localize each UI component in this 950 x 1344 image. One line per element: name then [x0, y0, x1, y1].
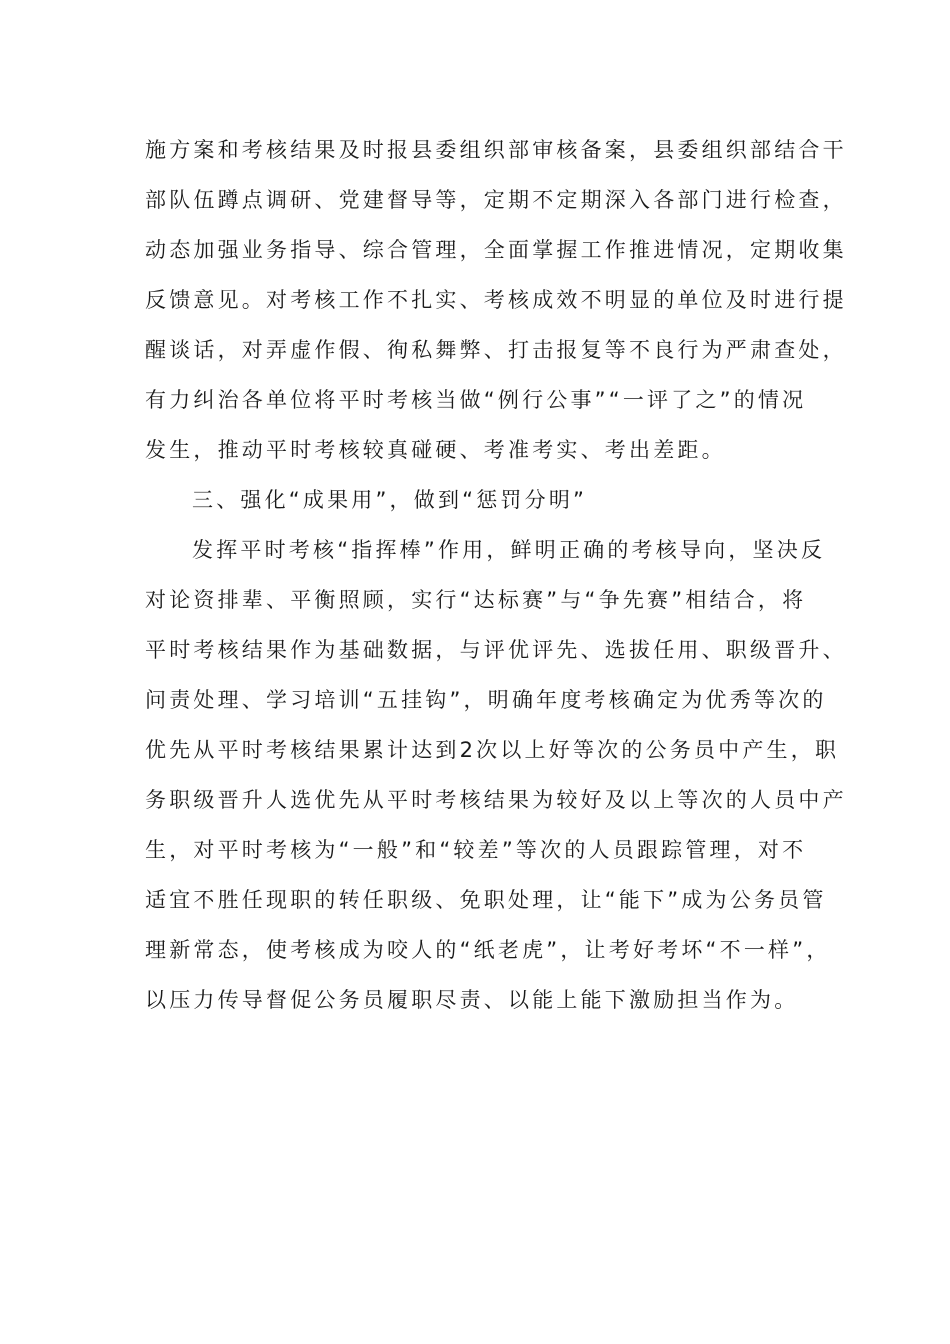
- body-text-line: 部队伍蹲点调研、党建督导等，定期不定期深入各部门进行检查，: [145, 188, 847, 212]
- body-text-line: 有力纠治各单位将平时考核当做“例行公事”“一评了之”的情况: [145, 388, 807, 412]
- body-text-line: 以压力传导督促公务员履职尽责、以能上能下激励担当作为。: [145, 988, 799, 1012]
- body-text-line: 施方案和考核结果及时报县委组织部审核备案，县委组织部结合干: [145, 138, 847, 162]
- body-text-line: 反馈意见。对考核工作不扎实、考核成效不明显的单位及时进行提: [145, 288, 847, 312]
- body-text-line: 理新常态，使考核成为咬人的“纸老虎”，让考好考坏“不一样”，: [145, 938, 831, 962]
- body-text-line: 发挥平时考核“指挥棒”作用，鲜明正确的考核导向，坚决反: [192, 538, 826, 562]
- body-text-line: 优先从平时考核结果累计达到2次以上好等次的公务员中产生，职: [145, 738, 840, 762]
- body-text-line: 问责处理、学习培训“五挂钩”，明确年度考核确定为优秀等次的: [145, 688, 827, 712]
- body-text-line: 平时考核结果作为基础数据，与评优评先、选拔任用、职级晋升、: [145, 638, 847, 662]
- body-text-line: 动态加强业务指导、综合管理，全面掌握工作推进情况，定期收集: [145, 238, 847, 262]
- body-text-line: 发生，推动平时考核较真碰硬、考准考实、考出差距。: [145, 438, 726, 462]
- body-text-line: 醒谈话，对弄虚作假、徇私舞弊、打击报复等不良行为严肃查处，: [145, 338, 847, 362]
- body-text-line: 务职级晋升人选优先从平时考核结果为较好及以上等次的人员中产: [145, 788, 847, 812]
- body-text-line: 适宜不胜任现职的转任职级、免职处理，让“能下”成为公务员管: [145, 888, 827, 912]
- body-text-line: 生，对平时考核为“一般”和“较差”等次的人员跟踪管理，对不: [145, 838, 807, 862]
- section-heading: 三、强化“成果用”，做到“惩罚分明”: [192, 488, 588, 512]
- body-text-line: 对论资排辈、平衡照顾，实行“达标赛”与“争先赛”相结合，将: [145, 588, 807, 612]
